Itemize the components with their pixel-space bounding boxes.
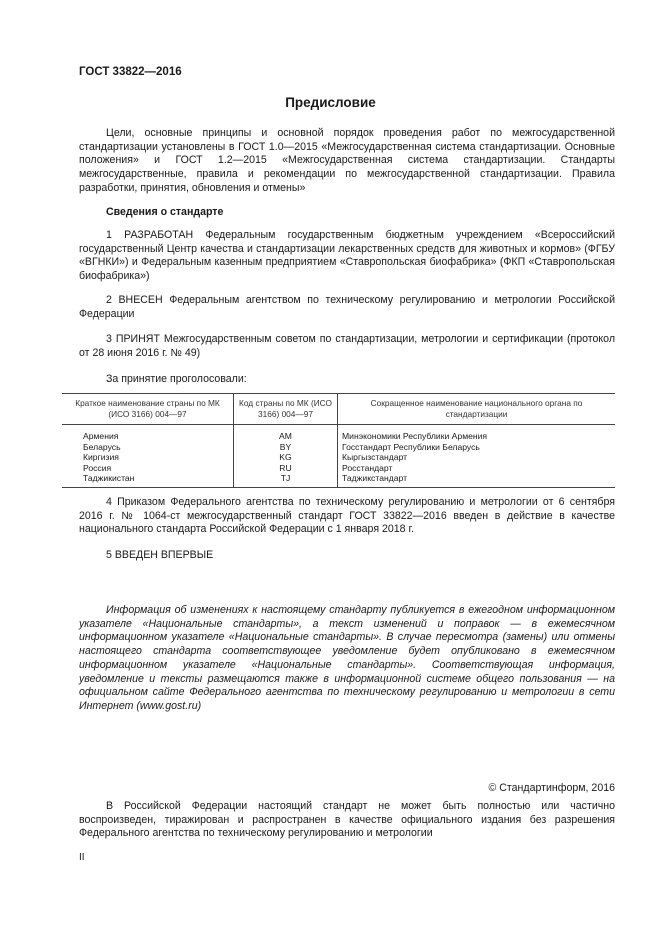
col-header-body: Сокращенное наименование национального органа по стандартизации xyxy=(338,394,616,425)
cell-body: Росстандарт xyxy=(342,462,393,473)
table-row xyxy=(62,452,615,463)
copyright-line: © Стандартинформ, 2016 xyxy=(488,782,615,794)
page-title: Предисловие xyxy=(285,95,376,110)
rights-notice: В Российской Федерации настоящий стандарт не может быть полностью или частично воспроизведен, тиражирован и распространен в качестве официального издания без разрешения Федерального агентства по техническому регулированию и метрологии xyxy=(79,800,615,840)
cell-code: BY xyxy=(234,442,338,453)
page-number: II xyxy=(79,852,85,863)
cell-country: Армения xyxy=(62,425,234,442)
table-header-row xyxy=(62,394,615,425)
item-2-introduced: 2 ВНЕСЕН Федеральным агентством по техническому регулированию и метрологии Российской Федерации xyxy=(79,294,615,320)
cell-country: Россия xyxy=(62,463,234,474)
voting-table xyxy=(62,393,615,488)
information-notice: Информация об изменениях к настоящему стандарту публикуется в ежегодном информационном указателе «Национальные стандарты», а текст изменений и поправок — в ежемесячном информационном указателе «Национальные стандарты». В случае пересмотра (замены) или отмены настоящего стандарта соответствующее уведомление будет опубликовано в ежемесячном информационном указателе «Национальные стандарты». Соответствующая информация, уведомление и тексты размещаются также в информационной системе общего пользования — на официальном сайте Федерального агентства по техническому регулированию и метрологии в сети Интернет (www.gost.ru) xyxy=(79,604,615,712)
cell-body: Кыргызстандарт xyxy=(342,452,408,463)
cell-country: Таджикистан xyxy=(62,473,234,487)
table-row xyxy=(62,442,615,453)
item-5-first-introduced: 5 ВВЕДЕН ВПЕРВЫЕ xyxy=(106,549,214,561)
item-1-developed: 1 РАЗРАБОТАН Федеральным государственным бюджетным учреждением «Всероссийский государственный Центр качества и стандартизации лекарственных средств для животных и кормов» (ФГБУ «ВГНКИ») и Федеральным казенным предприятием «Ставропольская биофабрика» (ФКП «Ставропольская биофабрика») xyxy=(79,229,615,283)
voted-label: За принятие проголосовали: xyxy=(106,373,247,385)
cell-code: RU xyxy=(234,463,338,474)
item-3-adopted: 3 ПРИНЯТ Межгосударственным советом по стандартизации, метрологии и сертификации (протокол от 28 июня 2016 г. № 49) xyxy=(79,333,615,359)
table-row xyxy=(62,473,615,487)
intro-paragraph: Цели, основные принципы и основной порядок проведения работ по межгосударственной стандартизации установлены в ГОСТ 1.0—2015 «Межгосударственная система стандартизации. Основные положения» и ГОСТ 1.2—2015 «Межгосударственная система стандартизации. Стандарты межгосударственные, правила и рекомендации по межгосударственной стандартизации. Правила разработки, принятия, обновления и отмены» xyxy=(79,127,615,194)
cell-body: Таджикстандарт xyxy=(338,473,616,487)
cell-code: TJ xyxy=(234,473,338,487)
col-header-code: Код страны по МК (ИСО 3166) 004—97 xyxy=(234,394,338,425)
cell-code: KG xyxy=(234,452,338,463)
cell-body: Минэкономики Республики Армения xyxy=(342,431,488,441)
col-header-country: Краткое наименование страны по МК (ИСО 3166) 004—97 xyxy=(62,394,234,425)
cell-country: Киргизия xyxy=(62,452,234,463)
section-title: Сведения о стандарте xyxy=(106,206,224,218)
item-4-order: 4 Приказом Федерального агентства по техническому регулированию и метрологии от 6 сентября 2016 г. № 1064-ст межгосударственный стандарт ГОСТ 33822—2016 введен в действие в качестве национального стандарта Российской Федерации с 1 января 2018 г. xyxy=(79,496,615,536)
standard-header: ГОСТ 33822—2016 xyxy=(79,66,182,78)
cell-code: AM xyxy=(234,425,338,442)
cell-body: Госстандарт Республики Беларусь xyxy=(342,441,480,452)
cell-country: Беларусь xyxy=(62,442,234,453)
table-row xyxy=(62,463,615,474)
table-row xyxy=(62,425,615,442)
